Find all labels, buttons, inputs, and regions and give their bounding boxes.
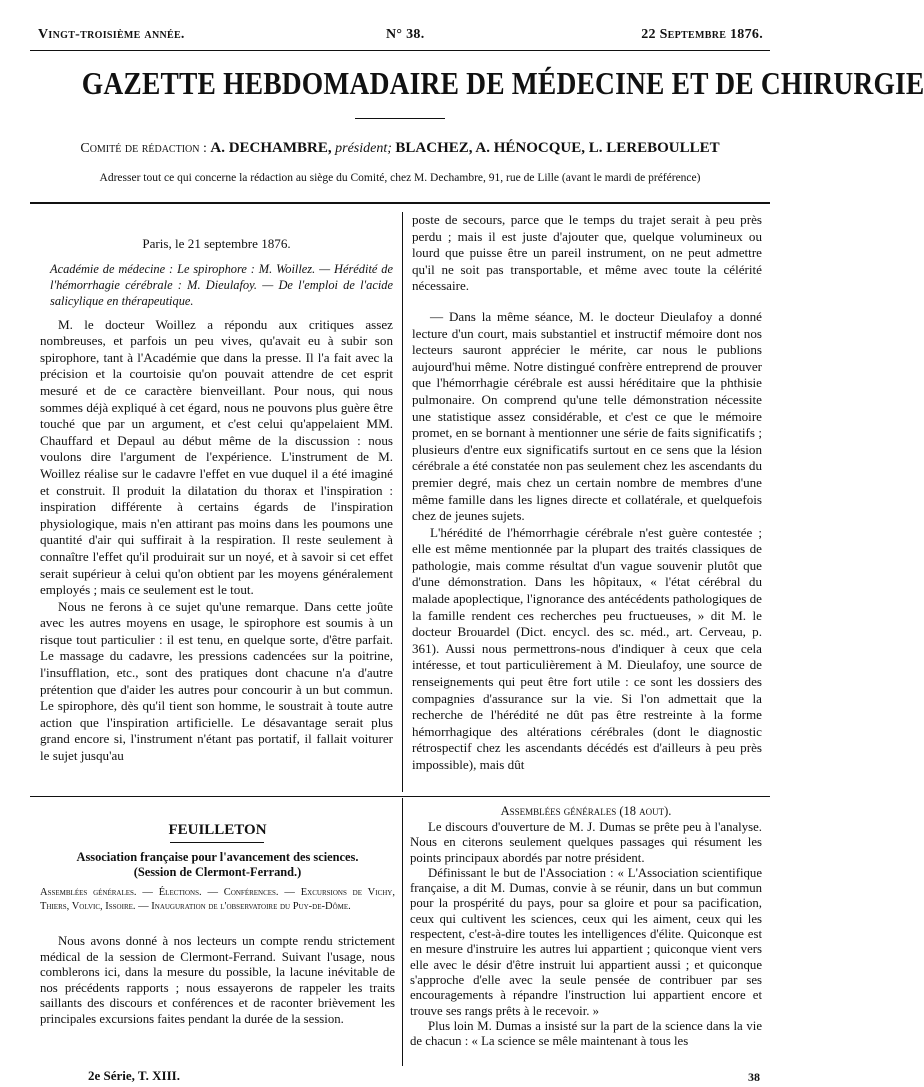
paragraph: Nous avons donné à nos lecteurs un compte rendu strictement médical de la session de Clermont-Ferrand. Suivant l'usage, nous comblerons ici, dans la mesure du possible, la lacune inévitable de nos précédents rapports ; nous essayerons de rappeler les traits saillants des discours et conférences et de raconter brièvement les principales excursions faites pendant la durée de la session. — [40, 934, 395, 1026]
masthead-rule — [30, 202, 770, 204]
summary: Académie de médecine : Le spirophore : M. Woillez. — Hérédité de l'hémorrhagie cérébrale : M. Dieulafoy. — De l'emploi de l'acide salicylique en thérapeutique. — [50, 261, 393, 308]
feuilleton-title-rule — [170, 842, 264, 843]
feuilleton-subheading: Assemblées générales. — Élections. — Conférences. — Excursions de Vichy, Thiers, Volvic, Issoire. — Inauguration de l'observatoire du Puy-de-Dôme. — [40, 887, 395, 912]
year-label: Vingt-troisième année. — [38, 27, 185, 42]
paragraph: Nous ne ferons à ce sujet qu'une remarque. Dans cette joûte avec les autres moyens en usage, le spirophore est soumis à un risque tout particulier : il est tenu, en quelque sorte, d'être parfait. Le massage du cadavre, les pressions cadencées sur la poitrine, l'insufflation, etc., sont des pratiques dont chacune n'a d'autre prétention que d'aider les autres pour concourir à un but commun. Le spirophore, dès qu'il tient son homme, le soustrait à toute autre action que l'inspiration artificielle. Le désavantage serait plus grand encore si, l'instrument n'étant pas portatif, il fallait voiturer le sujet jusqu'au — [40, 598, 393, 764]
comite-members: BLACHEZ, A. HÉNOCQUE, L. LEREBOULLET — [395, 140, 720, 156]
title-rule — [355, 118, 445, 119]
comite-president-role: président; — [335, 141, 392, 156]
issue-number: N° 38. — [386, 27, 425, 42]
association-heading — [40, 850, 395, 880]
paragraph: poste de secours, parce que le temps du trajet serait à peu près perdu ; mais il est juste d'ajouter que, quelque volumineux ou lourd que puisse être un pareil instrument, on ne peut admettre qu'il ne soit pas transportable, et même avec toute la célérité nécessaire. — [412, 212, 762, 294]
dateline: Paris, le 21 septembre 1876. — [142, 236, 291, 251]
paragraph: M. le docteur Woillez a répondu aux critiques assez nombreuses, et parfois un peu vives, qu'avait eu à subir son spirophore, tant à l'Académie que dans la presse. Il l'a fait avec la précision et la courtoisie qu'on pouvait attendre de cet esprit mesuré et de ce caractère bienveillant. Pour nous, qui nous sommes déjà expliqué à cet égard, nous ne pouvons plus guère être touché que par un argument, et c'est celui qu'appelaient MM. Chauffard et Depaul au début même de la discussion : nous voulons dire l'argument de l'expérience. L'instrument de M. Woillez réalise sur le cadavre l'effet en vue duquel il a été imaginé et construit. Il produit la dilatation du thorax et l'inspiration : inspiration différente à certains égards de l'inspiration physiologique, mais n'en attirant pas moins dans les poumons une quantité d'air qui suffirait à la respiration. Il reste seulement à connaître l'effet qu'il produirait sur un noyé, et à savoir si cet effet serait supérieur à celui qu'on obtient par les moyens généralement employés ; mais ce seulement est le tout. — [40, 316, 393, 598]
paragraph: Le discours d'ouverture de M. J. Dumas se prête peu à l'analyse. Nous en citerons seulement quelques passages qui résument les points principaux abordés par notre président. — [410, 820, 762, 865]
right-column — [412, 212, 762, 774]
feuilleton-rule — [30, 796, 770, 797]
paragraph: — Dans la même séance, M. le docteur Dieulafoy a donné lecture d'un court, mais substantiel et instructif mémoire dont nos lecteurs sauront apprécier le mérite, car nous le publions aujourd'hui même. Notre distingué confrère entreprend de prouver que l'hémorrhagie cérébrale est aussi héréditaire que la phthisie pulmonaire. On comprend qu'une telle démonstration nécessite une statistique assez considérable, et c'est ce que le mémoire promet, en se bornant à mentionner une série de faits significatifs ; plusieurs d'entre eux significatifs surtout en ce sens que la lésion cérébrale a été constatée non pas seulement chez les ascendants du premier degré, mais chez un certain nombre de membres d'une même famille dans les lignes directe et collatérale, et quelquefois chez de jeunes sujets. — [412, 308, 762, 524]
running-header — [38, 27, 763, 47]
comite-president: A. DECHAMBRE, — [210, 140, 332, 156]
assemblees-heading: Assemblées générales (18 aout). — [500, 804, 672, 818]
association-name: Association française pour l'avancement des sciences. — [76, 850, 359, 864]
left-column — [40, 236, 393, 765]
issue-date: 22 Septembre 1876. — [641, 27, 763, 42]
paragraph: Plus loin M. Dumas a insisté sur la part de la science dans la vie de chacun : « La science se mêle maintenant à tous les — [410, 1018, 762, 1049]
series-volume: 2e Série, T. XIII. — [88, 1068, 180, 1083]
feuilleton-right-text — [410, 820, 762, 1049]
editorial-committee — [30, 140, 770, 157]
column-divider-lower — [402, 798, 403, 1066]
feuilleton-text — [40, 934, 395, 1028]
page-number: 38 — [748, 1070, 760, 1084]
paragraph: L'hérédité de l'hémorrhagie cérébrale n'est guère contestée ; elle est même mentionnée par la plupart des traités classiques de pathologie, mais comme résultat d'un vague souvenir plutôt que d'une démonstration. Dans les hôpitaux, « l'état cérébral du malade apoplectique, l'ignorance des antécédents pathologiques de la famille rendent ces recherches peu fructueuses, » dit M. le docteur Brouardel (Dict. encycl. des sc. méd., art. Cerveau, p. 361). Aussi nous permettrons-nous d'indiquer à ceux que cela intéresse, et tout particulièrement à M. Dieulafoy, une source de renseignements qui peut être fort utile : ce sont les dossiers des compagnies d'assurance sur la vie. Si l'on admettait que la recherche de l'hérédité ne dût pas être restreinte à la forme hémorrhagique des altérations cérébrales (dont le diagnostic rétrospectif chez les ascendants décédés est d'ailleurs à peu près impossible), mais dût — [412, 524, 762, 772]
journal-title: GAZETTE HEBDOMADAIRE DE MÉDECINE ET DE CHIRURGIE — [81, 65, 924, 101]
header-rule — [30, 50, 770, 51]
feuilleton-title: FEUILLETON — [168, 822, 267, 838]
address-notice: Adresser tout ce qui concerne la rédaction au siège du Comité, chez M. Dechambre, 91, rue de Lille (avant le mardi de préférence) — [99, 172, 701, 184]
session-name: (Session de Clermont-Ferrand.) — [133, 865, 302, 879]
column-divider-upper — [402, 212, 403, 792]
paragraph: Définissant le but de l'Association : « L'Association scientifique française, a dit M. Dumas, convie à se réunir, dans un but commun pour la prospérité du pays, pour sa gloire et pour sa pacification, ceux qui cultivent les sciences, ceux qui les aiment, ceux qui les respectent, c'est-à-dire toutes les intelligences d'élite. Quiconque est en mesure d'instruire les autres lui appartient ; quiconque vient vers elle avec le désir d'être instruit lui appartient aussi ; et quiconque s'approche d'elle avec la seule pensée de contribuer par ses encouragements à répandre l'instruction lui appartient encore et trouve ses rangs prêts à le recevoir. » — [410, 865, 762, 1018]
comite-prefix: Comité de rédaction : — [80, 141, 207, 156]
